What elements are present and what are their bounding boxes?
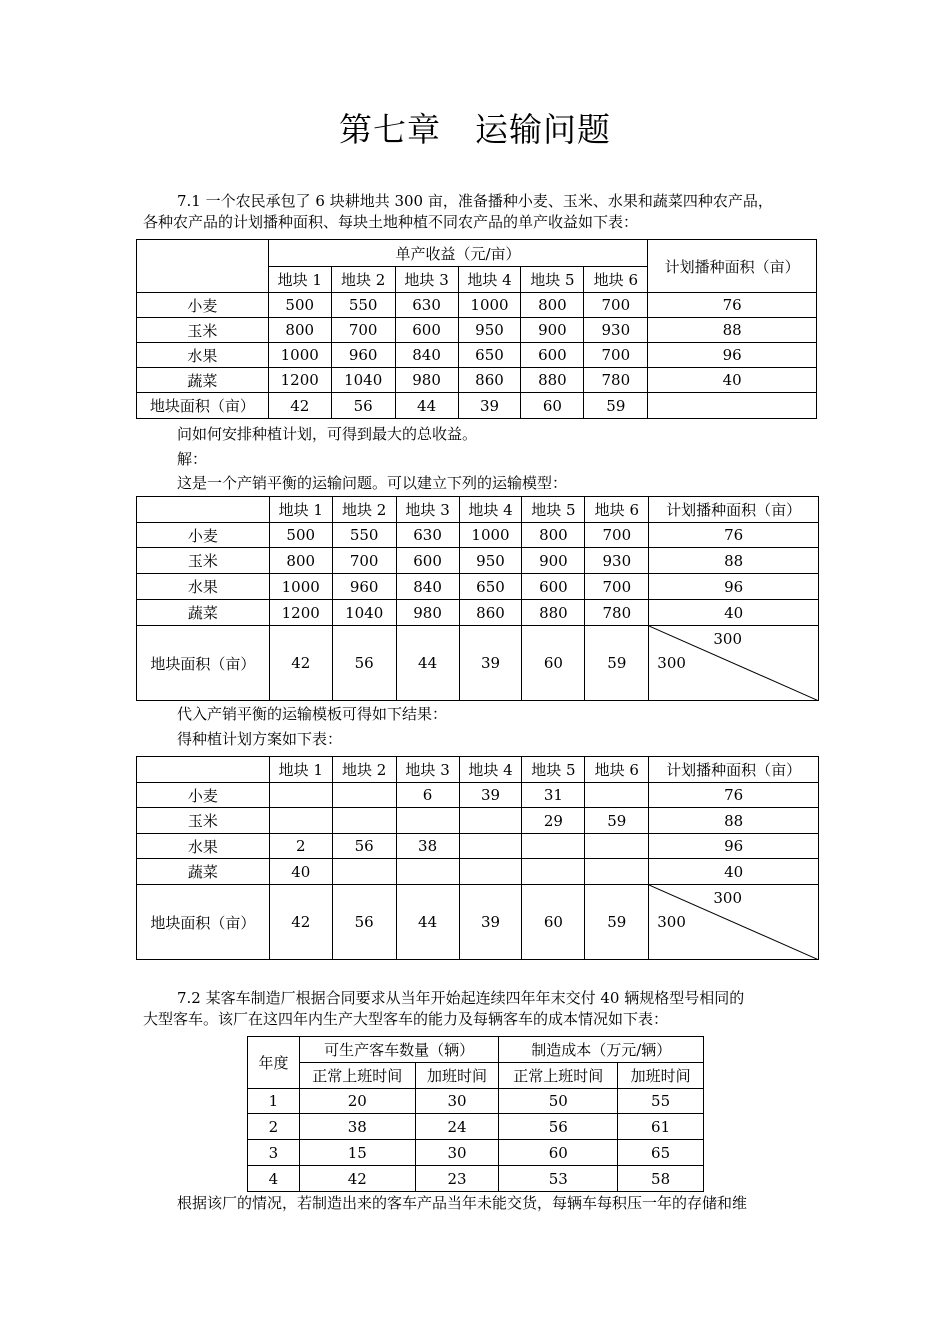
table-row [137, 318, 817, 343]
yield-cell: 600 [522, 574, 585, 600]
problem-7-1-line-2: 各种农产品的计划播种面积、每块土地种植不同农产品的单产收益如下表： [143, 213, 639, 231]
yield-cell: 980 [396, 600, 459, 626]
plan-cell: 88 [648, 318, 817, 343]
table-row [137, 808, 819, 834]
table-row [137, 600, 819, 626]
yield-cell: 880 [521, 368, 584, 393]
allocation-cell [522, 859, 585, 885]
yield-cell: 840 [395, 343, 458, 368]
yield-cell: 700 [585, 523, 649, 548]
yield-cell: 650 [459, 574, 522, 600]
table-row [137, 393, 817, 419]
table-row [137, 293, 817, 318]
corner-cell [137, 497, 270, 523]
plan-cell: 76 [648, 293, 817, 318]
capacity-overtime-cell: 30 [415, 1089, 499, 1114]
yield-cell: 880 [522, 600, 585, 626]
area-cell: 56 [332, 626, 396, 701]
problem-7-1-line-1: 7.1 一个农民承包了 6 块耕地共 300 亩，准备播种小麦、玉米、水果和蔬菜四种农产品， [177, 192, 773, 210]
crop-name: 小麦 [137, 523, 270, 548]
allocation-cell: 59 [585, 808, 649, 834]
allocation-cell: 56 [332, 834, 396, 859]
cost-normal-cell: 53 [499, 1166, 618, 1192]
table-row [137, 574, 819, 600]
crop-name: 小麦 [137, 783, 270, 808]
capacity-overtime-cell: 23 [415, 1166, 499, 1192]
cost-overtime-cell: 58 [618, 1166, 704, 1192]
solution-text: 这是一个产销平衡的运输问题。可以建立下列的运输模型： [177, 474, 568, 492]
cost-overtime-cell: 55 [618, 1089, 704, 1114]
allocation-cell [585, 859, 649, 885]
area-cell: 39 [459, 626, 522, 701]
capacity-header: 可生产客车数量（辆） [299, 1037, 499, 1063]
plan-cell: 96 [649, 574, 819, 600]
table-row [137, 783, 819, 808]
page-title: 第七章 运输问题 [339, 110, 611, 149]
crop-name: 小麦 [137, 293, 269, 318]
plot-header: 地块 1 [269, 497, 332, 523]
plot-header: 地块 6 [585, 757, 649, 783]
crop-name: 水果 [137, 834, 270, 859]
area-cell: 59 [585, 885, 649, 960]
plot-header: 地块 5 [521, 267, 584, 293]
plot-header: 地块 1 [269, 757, 332, 783]
question-line: 问如何安排种植计划，可得到最大的总收益。 [177, 425, 478, 443]
crop-name: 蔬菜 [137, 368, 269, 393]
capacity-normal-cell: 15 [299, 1140, 415, 1166]
allocation-cell: 6 [396, 783, 459, 808]
yield-cell: 600 [395, 318, 458, 343]
yield-cell: 700 [332, 548, 396, 574]
allocation-cell [396, 859, 459, 885]
plan-cell: 88 [649, 548, 819, 574]
year-header: 年度 [248, 1037, 300, 1089]
plan-area-header: 计划播种面积（亩） [649, 757, 819, 783]
table-row [137, 834, 819, 859]
area-cell: 39 [458, 393, 521, 419]
allocation-cell [269, 808, 332, 834]
plot-header: 地块 2 [332, 497, 396, 523]
total-supply: 300 [713, 889, 742, 907]
area-cell: 44 [396, 626, 459, 701]
table-row [137, 859, 819, 885]
capacity-normal-cell: 38 [299, 1114, 415, 1140]
allocation-cell: 29 [522, 808, 585, 834]
plot-header: 地块 5 [522, 757, 585, 783]
yield-cell: 1040 [331, 368, 395, 393]
area-cell: 44 [395, 393, 458, 419]
table-row [137, 523, 819, 548]
table-row [137, 626, 819, 701]
yield-cell: 950 [459, 548, 522, 574]
yield-cell: 950 [458, 318, 521, 343]
yield-cell: 860 [458, 368, 521, 393]
plan-cell: 76 [649, 523, 819, 548]
yield-cell: 700 [584, 293, 648, 318]
overtime-header: 加班时间 [618, 1063, 704, 1089]
area-cell: 42 [269, 885, 332, 960]
yield-cell: 780 [585, 600, 649, 626]
plan-area-header: 计划播种面积（亩） [649, 497, 819, 523]
total-demand: 300 [657, 654, 686, 672]
allocation-cell: 2 [269, 834, 332, 859]
yield-cell: 1200 [269, 600, 332, 626]
total-demand: 300 [657, 913, 686, 931]
allocation-cell: 39 [459, 783, 522, 808]
year-cell: 2 [248, 1114, 300, 1140]
yield-group-header: 单产收益（元/亩） [268, 240, 648, 267]
yield-cell: 1000 [269, 574, 332, 600]
table-row [137, 548, 819, 574]
yield-cell: 840 [396, 574, 459, 600]
problem-7-1-text [143, 191, 823, 233]
yield-cell: 500 [268, 293, 331, 318]
yield-cell: 1000 [458, 293, 521, 318]
yield-cell: 600 [396, 548, 459, 574]
area-cell: 60 [522, 885, 585, 960]
problem-7-2-text [143, 988, 823, 1030]
capacity-overtime-cell: 30 [415, 1140, 499, 1166]
allocation-cell [585, 834, 649, 859]
total-supply: 300 [713, 630, 742, 648]
yield-cell: 800 [269, 548, 332, 574]
area-cell: 60 [521, 393, 584, 419]
yield-cell: 550 [331, 293, 395, 318]
crop-name: 蔬菜 [137, 859, 270, 885]
plan-cell: 40 [648, 368, 817, 393]
crop-name: 玉米 [137, 318, 269, 343]
yield-cell: 600 [521, 343, 584, 368]
allocation-cell [332, 783, 396, 808]
total-diagonal-cell [649, 626, 819, 701]
area-label: 地块面积（亩） [137, 885, 270, 960]
yield-cell: 860 [459, 600, 522, 626]
capacity-normal-cell: 20 [299, 1089, 415, 1114]
problem-7-2-line-1: 7.2 某客车制造厂根据合同要求从当年开始起连续四年年末交付 40 辆规格型号相同的 [177, 989, 745, 1007]
plot-header: 地块 4 [459, 497, 522, 523]
table-row [137, 368, 817, 393]
crop-name: 水果 [137, 343, 269, 368]
area-cell: 42 [269, 626, 332, 701]
total-diagonal-cell [649, 885, 819, 960]
allocation-cell [585, 783, 649, 808]
allocation-cell: 40 [269, 859, 332, 885]
normal-time-header: 正常上班时间 [499, 1063, 618, 1089]
continuation-line: 根据该厂的情况，若制造出来的客车产品当年未能交货，每辆车每积压一年的存储和维 [177, 1194, 748, 1212]
plan-cell: 88 [649, 808, 819, 834]
area-cell: 56 [332, 885, 396, 960]
plan-cell: 40 [649, 859, 819, 885]
crop-name: 玉米 [137, 548, 270, 574]
problem-7-2-line-2: 大型客车。该厂在这四年内生产大型客车的能力及每辆客车的成本情况如下表： [143, 1010, 669, 1028]
plot-header: 地块 3 [395, 267, 458, 293]
yield-cell: 630 [395, 293, 458, 318]
capacity-overtime-cell: 24 [415, 1114, 499, 1140]
yield-cell: 550 [332, 523, 396, 548]
area-label: 地块面积（亩） [137, 393, 269, 419]
corner-cell [137, 757, 270, 783]
yield-cell: 1040 [332, 600, 396, 626]
plan-cell: 76 [649, 783, 819, 808]
allocation-cell [522, 834, 585, 859]
solution-label: 解： [177, 450, 208, 468]
yield-cell: 900 [522, 548, 585, 574]
crop-name: 玉米 [137, 808, 270, 834]
yield-cell: 1000 [459, 523, 522, 548]
plot-header: 地块 6 [584, 267, 648, 293]
normal-time-header: 正常上班时间 [299, 1063, 415, 1089]
yield-cell: 980 [395, 368, 458, 393]
crop-name: 水果 [137, 574, 270, 600]
yield-cell: 960 [331, 343, 395, 368]
yield-cell: 930 [585, 548, 649, 574]
cost-overtime-cell: 61 [618, 1114, 704, 1140]
crop-name: 蔬菜 [137, 600, 270, 626]
overtime-header: 加班时间 [415, 1063, 499, 1089]
year-cell: 4 [248, 1166, 300, 1192]
area-cell: 59 [584, 393, 648, 419]
area-cell: 44 [396, 885, 459, 960]
allocation-cell: 38 [396, 834, 459, 859]
area-label: 地块面积（亩） [137, 626, 270, 701]
year-cell: 1 [248, 1089, 300, 1114]
area-cell: 42 [268, 393, 331, 419]
bus-capacity-cost-table [247, 1036, 704, 1192]
cost-overtime-cell: 65 [618, 1140, 704, 1166]
yield-cell: 630 [396, 523, 459, 548]
table-row [248, 1114, 704, 1140]
plot-header: 地块 5 [522, 497, 585, 523]
plot-header: 地块 2 [331, 267, 395, 293]
allocation-cell: 31 [522, 783, 585, 808]
cost-header: 制造成本（万元/辆） [499, 1037, 704, 1063]
transport-model-table [136, 496, 819, 701]
area-cell: 59 [585, 626, 649, 701]
yield-cell: 960 [332, 574, 396, 600]
yield-cell: 500 [269, 523, 332, 548]
yield-cell: 650 [458, 343, 521, 368]
area-cell: 60 [522, 626, 585, 701]
yield-cell: 900 [521, 318, 584, 343]
cost-normal-cell: 56 [499, 1114, 618, 1140]
cost-normal-cell: 60 [499, 1140, 618, 1166]
plan-cell: 40 [649, 600, 819, 626]
area-cell: 56 [331, 393, 395, 419]
allocation-cell [332, 859, 396, 885]
allocation-cell [396, 808, 459, 834]
plot-header: 地块 4 [458, 267, 521, 293]
empty-cell [648, 393, 817, 419]
corner-cell [137, 240, 269, 293]
table-row [137, 343, 817, 368]
plot-header: 地块 4 [459, 757, 522, 783]
allocation-cell [459, 808, 522, 834]
year-cell: 3 [248, 1140, 300, 1166]
table-row [137, 885, 819, 960]
yield-cell: 800 [521, 293, 584, 318]
allocation-cell [332, 808, 396, 834]
result-line-2: 得种植计划方案如下表： [177, 730, 343, 748]
yield-cell: 700 [585, 574, 649, 600]
yield-cell: 700 [584, 343, 648, 368]
capacity-normal-cell: 42 [299, 1166, 415, 1192]
plot-header: 地块 3 [396, 497, 459, 523]
table-row [248, 1089, 704, 1114]
plan-cell: 96 [648, 343, 817, 368]
yield-cell: 1200 [268, 368, 331, 393]
yield-cell: 780 [584, 368, 648, 393]
result-line-1: 代入产销平衡的运输模板可得如下结果： [177, 705, 448, 723]
area-cell: 39 [459, 885, 522, 960]
yield-table [136, 239, 817, 419]
yield-cell: 800 [268, 318, 331, 343]
plot-header: 地块 6 [585, 497, 649, 523]
allocation-cell [269, 783, 332, 808]
table-row [248, 1140, 704, 1166]
planting-plan-table [136, 756, 819, 960]
yield-cell: 800 [522, 523, 585, 548]
yield-cell: 1000 [268, 343, 331, 368]
table-row [248, 1166, 704, 1192]
allocation-cell [459, 859, 522, 885]
allocation-cell [459, 834, 522, 859]
plot-header: 地块 1 [268, 267, 331, 293]
plot-header: 地块 3 [396, 757, 459, 783]
yield-cell: 700 [331, 318, 395, 343]
yield-cell: 930 [584, 318, 648, 343]
plot-header: 地块 2 [332, 757, 396, 783]
plan-cell: 96 [649, 834, 819, 859]
cost-normal-cell: 50 [499, 1089, 618, 1114]
plan-area-header: 计划播种面积（亩） [648, 240, 817, 293]
